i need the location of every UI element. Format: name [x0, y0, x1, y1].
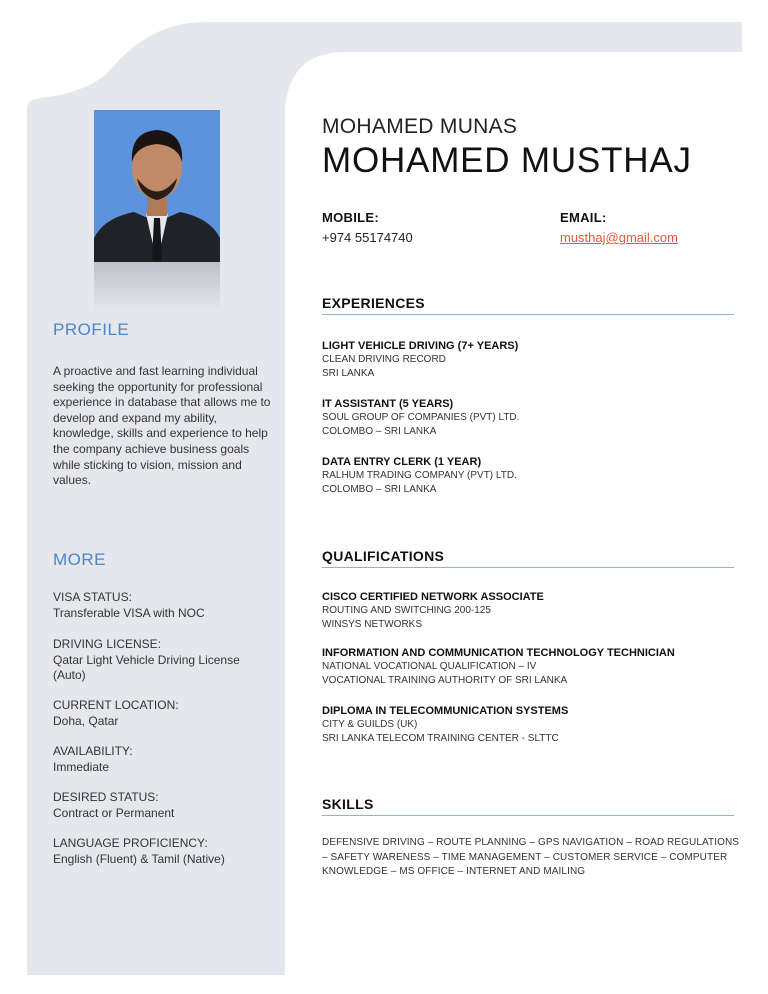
more-item-label: CURRENT LOCATION: — [53, 698, 179, 712]
more-item-value: (Auto) — [53, 668, 86, 683]
more-item-label: VISA STATUS: — [53, 590, 132, 604]
skills-heading: SKILLS — [322, 796, 734, 816]
entry-line: COLOMBO – SRI LANKA — [322, 484, 437, 495]
more-item-language — [53, 836, 283, 867]
photo-reflection — [94, 262, 220, 312]
entry-title: IT ASSISTANT (5 YEARS) — [322, 398, 454, 410]
qualification-entry — [322, 704, 742, 746]
entry-line: WINSYS NETWORKS — [322, 619, 423, 630]
entry-line: RALHUM TRADING COMPANY (PVT) LTD. — [322, 470, 517, 481]
entry-line: SRI LANKA — [322, 368, 375, 379]
more-item-desired-status — [53, 790, 283, 821]
more-item-value: Contract or Permanent — [53, 805, 175, 820]
skills-text: DEFENSIVE DRIVING – ROUTE PLANNING – GPS NAVIGATION – ROAD REGULATIONS – SAFETY WARENESS – TIME MANAGEMENT – CUSTOMER SERVICE – COMPUTER KNOWLEDGE – MS OFFICE – INTERNET AND MAILING — [322, 837, 740, 877]
mobile-number: +974 55174740 — [322, 230, 413, 245]
more-item-value: Transferable VISA with NOC — [53, 605, 205, 620]
more-item-value: Doha, Qatar — [53, 713, 119, 728]
entry-line: SOUL GROUP OF COMPANIES (PVT) LTD. — [322, 412, 520, 423]
entry-title: DIPLOMA IN TELECOMMUNICATION SYSTEMS — [322, 705, 569, 717]
entry-title: CISCO CERTIFIED NETWORK ASSOCIATE — [322, 591, 544, 603]
more-item-label: AVAILABILITY: — [53, 744, 133, 758]
first-name: MOHAMED MUNAS — [322, 115, 518, 138]
entry-title: DATA ENTRY CLERK (1 YEAR) — [322, 456, 482, 468]
more-item-visa — [53, 590, 283, 621]
more-item-label: DESIRED STATUS: — [53, 790, 159, 804]
entry-line: VOCATIONAL TRAINING AUTHORITY OF SRI LANKA — [322, 675, 568, 686]
entry-line: ROUTING AND SWITCHING 200-125 — [322, 605, 491, 616]
qualification-entry — [322, 646, 742, 688]
entry-line: CLEAN DRIVING RECORD — [322, 354, 446, 365]
more-item-value: Qatar Light Vehicle Driving License — [53, 652, 240, 667]
experience-entry — [322, 397, 742, 439]
more-item-value: Immediate — [53, 759, 110, 774]
mobile-label: MOBILE: — [322, 210, 379, 225]
experience-entry — [322, 339, 742, 381]
profile-text: A proactive and fast learning individual seeking the opportunity for professional experience in database that allows me to develop and expand my ability, knowledge, skills and experience to help the company achieve business goals while sticking to vision, mission and values. — [53, 364, 271, 488]
more-heading: MORE — [53, 550, 106, 569]
entry-line: COLOMBO – SRI LANKA — [322, 426, 437, 437]
more-item-availability — [53, 744, 283, 775]
qualifications-heading: QUALIFICATIONS — [322, 548, 734, 568]
email-link[interactable]: musthaj@gmail.com — [560, 230, 678, 245]
experiences-heading: EXPERIENCES — [322, 295, 734, 315]
entry-line: NATIONAL VOCATIONAL QUALIFICATION – IV — [322, 661, 537, 672]
email-label: EMAIL: — [560, 210, 607, 225]
entry-title: LIGHT VEHICLE DRIVING (7+ YEARS) — [322, 340, 519, 352]
more-item-label: LANGUAGE PROFICIENCY: — [53, 836, 208, 850]
qualification-entry — [322, 590, 742, 632]
experience-entry — [322, 455, 742, 497]
entry-line: CITY & GUILDS (UK) — [322, 719, 418, 730]
more-item-location — [53, 698, 283, 729]
more-item-driving-license — [53, 637, 283, 684]
profile-heading: PROFILE — [53, 320, 130, 339]
entry-line: SRI LANKA TELECOM TRAINING CENTER - SLTTC — [322, 733, 559, 744]
more-item-label: DRIVING LICENSE: — [53, 637, 162, 651]
last-name: MOHAMED MUSTHAJ — [322, 141, 692, 180]
profile-photo — [94, 110, 220, 262]
entry-title: INFORMATION AND COMMUNICATION TECHNOLOGY TECHNICIAN — [322, 647, 675, 659]
more-item-value: English (Fluent) & Tamil (Native) — [53, 851, 225, 866]
